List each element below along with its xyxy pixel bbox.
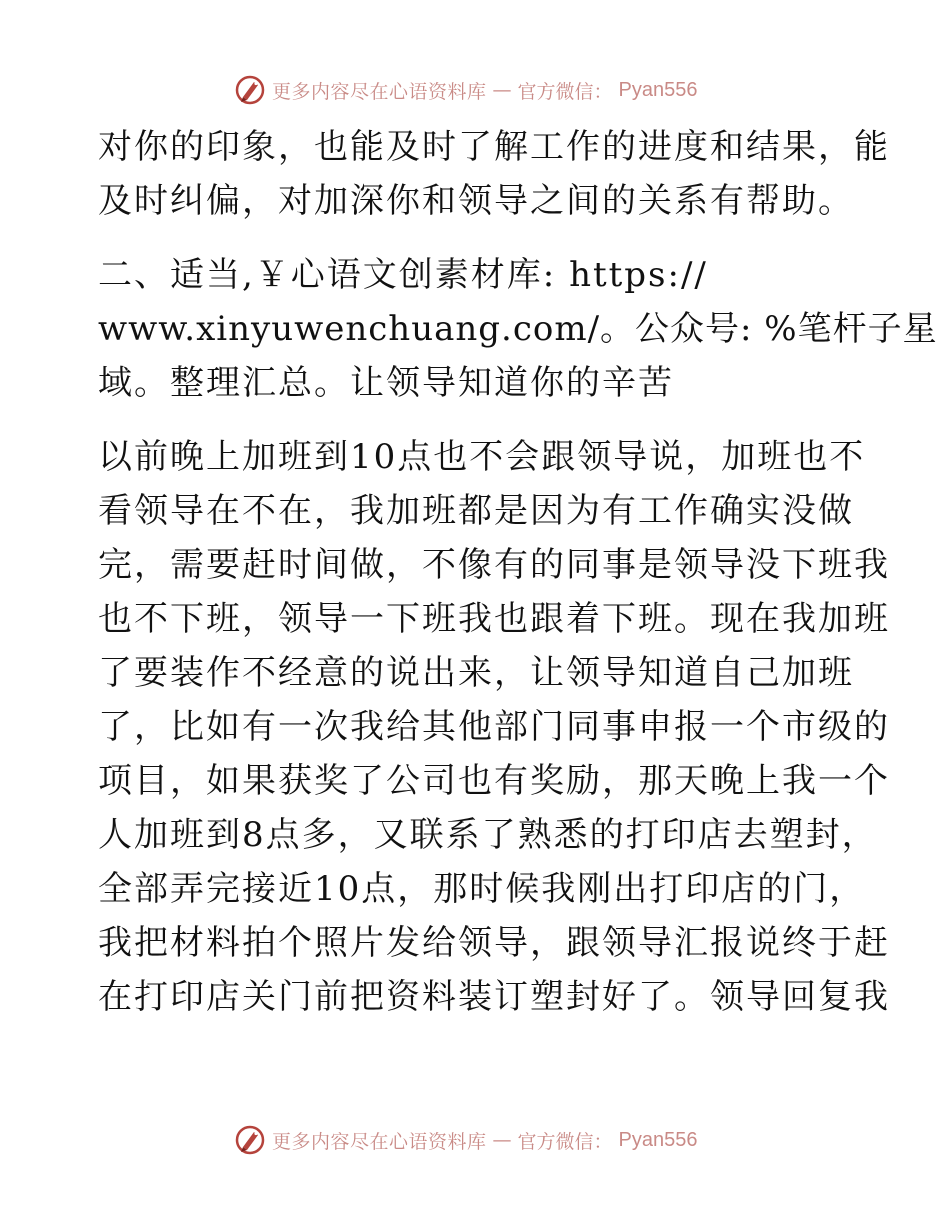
- text-line: 全部弄完接近10点，那时候我刚出打印店的门，: [98, 869, 866, 909]
- text-line: 以前晚上加班到10点也不会跟领导说，加班也不: [98, 437, 866, 477]
- text-line: 二、适当,￥心语文创素材库: https://: [98, 255, 708, 295]
- header-banner-text: 更多内容尽在心语资料库: [272, 80, 487, 103]
- text-line: 项目，如果获奖了公司也有奖励，那天晚上我一个: [98, 761, 890, 801]
- text-line: 了要装作不经意的说出来，让领导知道自己加班: [98, 653, 854, 693]
- text-line: 域。整理汇总。让领导知道你的辛苦: [98, 363, 674, 403]
- paragraph-3: [98, 430, 890, 1024]
- footer-wechat-label: 官方微信：: [517, 1130, 613, 1153]
- text-line: 我把材料拍个照片发给领导，跟领导汇报说终于赶: [98, 923, 890, 963]
- footer-banner-text: 更多内容尽在心语资料库: [272, 1130, 487, 1153]
- pen-logo-icon: [234, 74, 266, 106]
- text-line: 及时纠偏，对加深你和领导之间的关系有帮助。: [98, 181, 854, 221]
- footer-wechat-id: Pyan556: [618, 1128, 698, 1151]
- header-wechat-label: 官方微信：: [517, 80, 613, 103]
- paragraph-1: [98, 120, 890, 228]
- footer-banner: [234, 1122, 698, 1158]
- header-wechat-id: Pyan556: [618, 78, 698, 101]
- text-line: 看领导在不在，我加班都是因为有工作确实没做: [98, 491, 854, 531]
- header-banner-separator: —: [492, 79, 512, 101]
- document-body: [98, 120, 938, 1024]
- paragraph-2: [98, 248, 938, 410]
- text-line: 完，需要赶时间做，不像有的同事是领导没下班我: [98, 545, 890, 585]
- text-line: 对你的印象，也能及时了解工作的进度和结果，能: [98, 127, 890, 167]
- text-line: 在打印店关门前把资料装订塑封好了。领导回复我: [98, 977, 890, 1017]
- footer-banner-separator: —: [492, 1129, 512, 1151]
- pen-logo-icon: [234, 1124, 266, 1156]
- text-line: 也不下班，领导一下班我也跟着下班。现在我加班: [98, 599, 890, 639]
- header-banner: [234, 72, 698, 108]
- text-line: www.xinyuwenchuang.com/。公众号: %笔杆子星: [98, 309, 938, 349]
- text-line: 了，比如有一次我给其他部门同事申报一个市级的: [98, 707, 890, 747]
- text-line: 人加班到8点多，又联系了熟悉的打印店去塑封，: [98, 815, 878, 855]
